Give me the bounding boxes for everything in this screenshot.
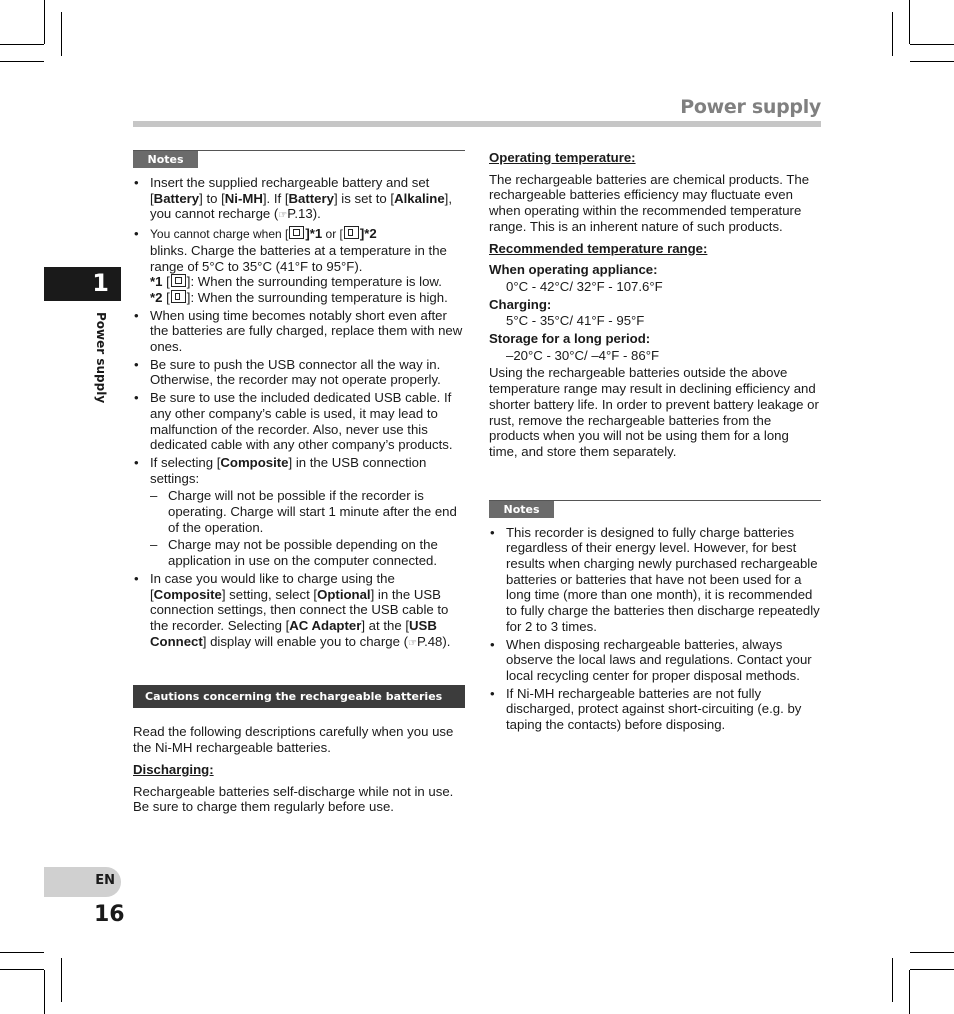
appliance-value: 0°C - 42°C/ 32°F - 107.6°F — [506, 278, 663, 294]
language-label: EN — [95, 873, 115, 888]
storage-value: –20°C - 30°C/ –4°F - 86°F — [506, 347, 660, 363]
crop-mark — [910, 969, 954, 970]
crop-mark — [0, 969, 44, 970]
section-side-label: Power supply — [94, 312, 108, 404]
list-item: • If Ni-MH rechargeable batteries are not fully discharged, protect against short-circuiting (e.g. by taping the contacts) before disposing. — [489, 686, 821, 733]
operating-temperature-heading: Operating temperature: — [489, 150, 636, 165]
operating-temperature-text: The rechargeable batteries are chemical products. The rechargeable batteries efficiency may fluctuate even when operating within the recommended temperature range. This is an inherent nature of such products. — [489, 171, 810, 234]
crop-mark — [0, 44, 44, 45]
battery-full-icon — [171, 290, 186, 303]
footnote: *1 [ ]: When the surrounding temperature is low. — [150, 274, 442, 290]
list-item: • In case you would like to charge using the [Composite] setting, select [Optional] in the USB connection settings, then connect the USB cable to the recorder. Selecting [AC Adapter] at the [USB Connect] display will enable you to charge (☞P.48). — [133, 571, 465, 652]
caution-heading: Cautions concerning the rechargeable batteries — [133, 685, 465, 708]
recommended-range-heading: Recommended temperature range: — [489, 240, 708, 256]
crop-mark — [910, 61, 954, 62]
notes-header — [133, 150, 465, 169]
sub-list-item: – Charge may not be possible depending on the application in use on the computer connected. — [150, 537, 465, 568]
notes-header — [489, 500, 821, 519]
notes-label: Notes — [133, 151, 198, 168]
crop-mark — [892, 12, 893, 56]
list-item: • If selecting [Composite] in the USB connection settings: – Charge will not be possible if the recorder is operating. Charge will start 1 minute after the end of the operation. – Charge may not be possible depending on the application in use on the computer connected. — [133, 455, 465, 569]
notes-list — [133, 175, 465, 651]
chapter-tab — [44, 267, 121, 301]
footnote: *2 [ ]: When the surrounding temperature is high. — [150, 289, 448, 305]
crop-mark — [61, 12, 62, 56]
caution-intro: Read the following descriptions carefully when you use the Ni-MH rechargeable batteries. — [133, 724, 454, 756]
notes-list — [489, 525, 821, 733]
crop-mark — [909, 970, 910, 1014]
list-item: • Be sure to use the included dedicated USB cable. If any other company’s cable is used, it may lead to malfunction of the recorder. Also, never use this dedicated cable with any other company’s products. — [133, 390, 465, 453]
range-text: Using the rechargeable batteries outside the above temperature range may result in declining efficiency and shorter battery life. In order to prevent battery leakage or rust, remove the rechargeable batteries from the products when you will not be using them for a long time, and store them separately. — [489, 365, 819, 459]
battery-low-icon — [171, 274, 186, 287]
chapter-number: 1 — [92, 269, 109, 297]
page-reference-icon: ☞ — [408, 637, 417, 649]
list-item: • Insert the supplied rechargeable battery and set [Battery] to [Ni-MH]. If [Battery] is set to [Alkaline], you cannot recharge (☞P.13). — [133, 175, 465, 224]
appliance-label: When operating appliance: — [489, 262, 658, 278]
crop-mark — [910, 952, 954, 953]
page-reference-icon: ☞ — [278, 210, 288, 222]
crop-mark — [0, 952, 44, 953]
crop-mark — [0, 61, 44, 62]
sub-list — [150, 488, 465, 569]
list-item: • When using time becomes notably short even after the batteries are fully charged, replace them with new ones. — [133, 308, 465, 355]
crop-mark — [909, 0, 910, 44]
crop-mark — [910, 44, 954, 45]
crop-mark — [892, 958, 893, 1002]
title-rule — [133, 121, 821, 127]
battery-low-icon — [289, 226, 304, 239]
list-item: • Be sure to push the USB connector all the way in. Otherwise, the recorder may not operate properly. — [133, 357, 465, 388]
discharging-text: Rechargeable batteries self-discharge while not in use. Be sure to charge them regularly before use. — [133, 783, 454, 815]
page-title: Power supply — [680, 96, 821, 118]
sub-list-item: – Charge will not be possible if the recorder is operating. Charge will start 1 minute after the end of the operation. — [150, 488, 465, 535]
page-number: 16 — [94, 902, 125, 927]
storage-label: Storage for a long period: — [489, 331, 651, 347]
notes-label: Notes — [489, 501, 554, 518]
left-column — [133, 150, 465, 817]
crop-mark — [61, 958, 62, 1002]
charging-label: Charging: — [489, 296, 552, 312]
list-item: • When disposing rechargeable batteries, always observe the local laws and regulations. Contact your local recycling center for proper disposal methods. — [489, 637, 821, 684]
list-item: • This recorder is designed to fully charge batteries regardless of their energy level. However, for best results when charging newly purchased rechargeable batteries or batteries that have not been used for a long time (more than one month), it is recommended to fully charge the batteries then discharge repeatedly for 2 to 3 times. — [489, 525, 821, 635]
language-tab — [44, 867, 121, 897]
charging-value: 5°C - 35°C/ 41°F - 95°F — [506, 313, 645, 329]
crop-mark — [44, 970, 45, 1014]
crop-mark — [44, 0, 45, 44]
footnotes — [150, 274, 465, 305]
list-item: • You cannot charge when [ ]*1 or [ ]*2 blinks. Charge the batteries at a temperature in the range of 5°C to 35°C (41°F to 95°F). *1 [ ]: When the surrounding temperature is low. *2 [ ]: When the surrounding temperature is high. — [133, 226, 465, 306]
discharging-heading: Discharging: — [133, 761, 214, 777]
battery-full-icon — [344, 226, 359, 239]
right-column — [489, 150, 821, 735]
